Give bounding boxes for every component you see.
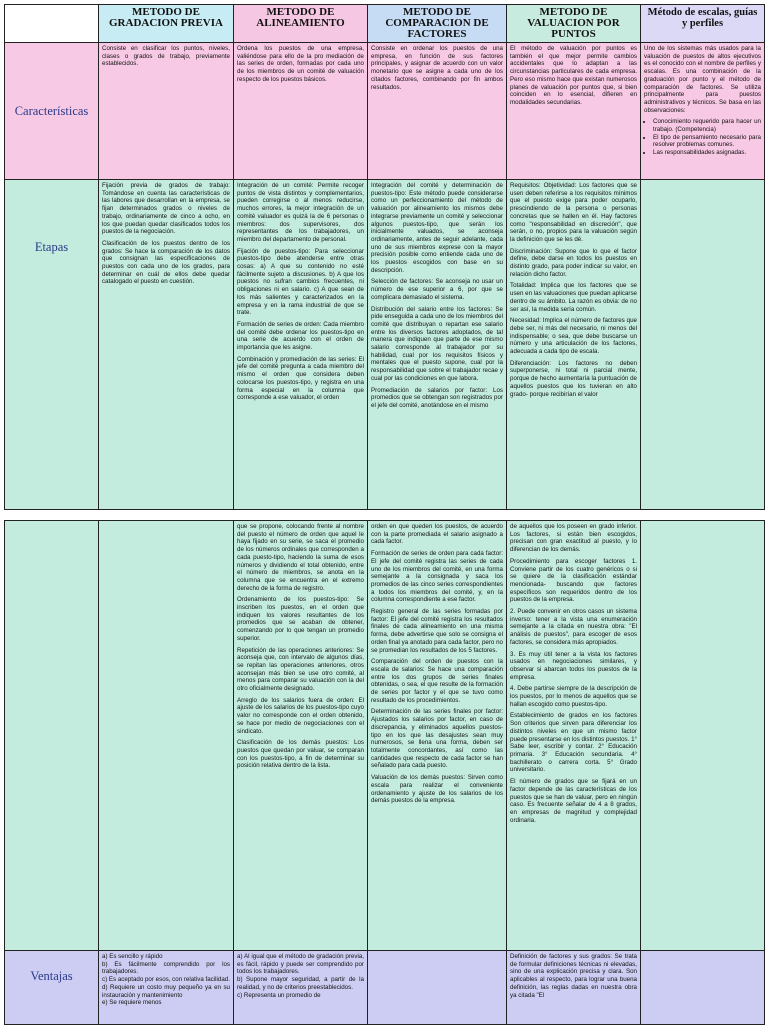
ven-gradacion (99, 951, 234, 1025)
header-valuacion-puntos: METODO DE VALUACION POR PUNTOS (507, 5, 641, 43)
ven-item: e) Se requiere menos (102, 999, 162, 1007)
ven-item: Definición de factores y sus grados: Se trata de formular definiciones técnicas ni elevadas, sino de una explicación precisa y clara. Son aplicables al respecto, para lograr una buena definición, las reglas dadas en nuestra obra ya citada "El (510, 953, 637, 999)
car-alineamiento-text: Ordena los puestos de una empresa, valiéndose para ello de la pro mediación de las series de orden, formadas por cada uno de los miembros de un comité de valuación respecto de los puestos básicos. (237, 45, 364, 83)
eta-paragraph: Distribución del salario entre los factores: Se pide enseguida a cada uno de los miembros del comité que distribuyan o repartan ese salario entre los diversos factores adoptados, de tal manera que indiquen que parte de ese mismo salario corresponde al trabajador por su habilidad, cual por los requisitos físicos y mentales que el puesto supone, cual por la responsabilidad que sobre el trabajador recae y cual por las condiciones en que labora. (371, 305, 503, 382)
eta-comparacion (368, 180, 507, 510)
eta-paragraph: Formación de series de orden: Cada miembro del comité debe ordenar los puestos-tipo en una serie de acuerdo con el orden de importancia que les asigne. (237, 320, 364, 352)
eta-paragraph: Formación de series de orden para cada factor: El jefe del comité registra las series de cada uno de los miembros del comité, en una forma semejante a la consignada y saca los promedios de las cinco series correspondientes a todos los miembros del comité, y, en la columna correspondiente a ese factor. (371, 550, 503, 604)
eta-paragraph: Combinación y promediación de las series: El jefe del comité pregunta a cada miembro del mismo el orden que considera deben colocarse los puestos-tipo, y registra en una forma especial en la columna que corresponde a ese valuador, el orden (237, 355, 364, 402)
eta-escalas-cont (641, 521, 765, 951)
eta-paragraph: Ordenamiento de los puestos-tipo: Se inscriben los puestos, en el orden que indiquen los valores resultantes de los promedios que se acaban de obtener, comenzando por lo que tengan un promedio superior. (237, 596, 364, 642)
eta-paragraph: Registro general de las series formadas por factor: El jefe del comité registra los resultados finales de cada alineamiento en una misma forma, debe advertirse que solo se consigna el orden final ya anotado para cada factor, pero no se promedian los resultados de los 5 factores. (371, 608, 503, 654)
ven-item: b) Supone mayor seguridad, a partir de la realidad, y no de criterios preestablecidos. (237, 976, 364, 991)
eta-puntos-cont (507, 521, 641, 951)
car-puntos (507, 43, 641, 180)
eta-paragraph: Diferenciación: Los factores no deben superponerse, ni total ni parcial mente, porque de hecho aumentaría la puntuación de aquellos puestos que los tuvieran en alto grado- porque recibirían el valor (510, 359, 637, 398)
car-gradacion (99, 43, 234, 180)
ven-item: c) Representa un promedio de (237, 991, 321, 999)
comparison-table-page1 (4, 4, 765, 510)
eta-paragraph: Valuación de los demás puestos: Sirven como escala para realizar el conveniente ordenamiento y ajuste de los salarios de los demás puestos de la empresa. (371, 774, 503, 805)
header-comparacion-factores: METODO DE COMPARACION DE FACTORES (368, 5, 507, 43)
eta-paragraph: 2. Puede convenir en otros casos un sistema inverso: tener a la vista una enumeración semejante a la citada en nuestra obra: "El análisis de puestos", para escoger de esos factores, se considera más apropiados. (510, 608, 637, 646)
row-label-ventajas: Ventajas (5, 951, 99, 1025)
eta-paragraph: de aquellos que los poseen en grado inferior. Los factores, si están bien escogidos, precisan con gran exactitud al puesto, y lo diferencian de los demás. (510, 523, 637, 554)
car-puntos-text: El método de valuación por puntos es también el que mejor permite cambios accidentales que lo adaptan a las circunstancias particulares de cada empresa. Pero eso mismo hace que existan numerosos planes de valuación por puntos que, si bien coinciden en lo esencial, difieren en modalidades secundarias. (510, 45, 637, 106)
car-comparacion (368, 43, 507, 180)
eta-alineamiento-cont (234, 521, 368, 951)
eta-paragraph: que se propone, colocando frente al nombre del puesto el número de orden que aquel le haya fijado en su serie, se saca el promedio de los números ordinales que corresponden a cada puesto-tipo, haciendo la suma de esos números y dividiendo el total obtenido, entre el número de miembros, se anota en la columna que se encuentra en el extremo derecho de la forma de registro. (237, 523, 364, 592)
eta-paragraph: El número de grados que se fijará en un factor depende de las características de los puestos que se han de valuar, pero en ningún caso. Es frecuente señalar de 4 a 8 grados, en empresas de magnitud y complejidad ordinaria. (510, 778, 637, 824)
eta-paragraph: Repetición de las operaciones anteriores: Se aconseja que, con intervalo de algunos días, se repitan las operaciones anteriores, otros aconsejan más bien se use otro comité, al menos para comparar su valuación con la del otro oficialmente designado. (237, 646, 364, 693)
row-label-etapas-cont (5, 521, 99, 951)
car-gradacion-text: Consiste en clasificar los puntos, niveles, clases o grados de trabajo, previamente establecidos. (102, 45, 230, 68)
page-2 (4, 520, 764, 1024)
eta-escalas (641, 180, 765, 510)
eta-alineamiento (234, 180, 368, 510)
eta-paragraph: Necesidad: Implica el número de factores que debe ser, ni más del necesario, ni menos del indispensable; o sea, que debe buscarse un número y una articulación de los factores, adecuada a cada tipo de escala. (510, 317, 637, 356)
eta-gradacion (99, 180, 234, 510)
header-alineamiento: METODO DE ALINEAMIENTO (234, 5, 368, 43)
eta-puntos (507, 180, 641, 510)
page-1 (4, 4, 764, 510)
ven-item: d) Requiere un costo muy pequeño ya en su instauración y mantenimiento (102, 983, 230, 999)
comparison-table-page2 (4, 520, 765, 1025)
eta-paragraph: 4. Debe partirse siempre de la descripción de los puestos, por lo menos de aquellos que se hallan escogido como puestos-tipo. (510, 685, 637, 708)
corner-cell (5, 5, 99, 43)
header-gradacion-previa: METODO DE GRADACION PREVIA (99, 5, 234, 43)
ven-item: a) Al igual que el método de gradación previa, es fácil, rápido y puede ser comprendido por todos los trabajadores. (237, 953, 364, 976)
eta-paragraph: Integración del comité y determinación de puestos-tipo: Este método puede considerarse como un perfeccionamiento del método de valuación por alineamiento los mismos debe integrarse previamente un comité y seleccionar algunos puestos-tipo, que serán los inicialmente valuados, se aconseja ordinariamente, antes de seguir adelante, cada uno de sus miembros exprese con la mayor precisión posible como entiende cada uno de los puestos escogidos con base en su descripción. (371, 182, 503, 274)
list-item: • Conocimiento requerido para hacer un trabajo. (Competencia) (653, 118, 761, 133)
eta-paragraph: Discriminación: Supone que lo que el factor define, debe darse en todos los puestos en distinto grado, para poder indicar su valor, en relación dicho factor. (510, 247, 637, 278)
car-comparacion-text: Consiste en ordenar los puestos de una empresa, en función de sus factores principales, y asignar de acuerdo con un valor monetario que se asigne a cada uno de los citados factores, combinando por fin ambos resultados. (371, 45, 503, 91)
eta-paragraph: Clasificación de los puestos dentro de los grados: Se hace la comparación de los datos que consignan las especificaciones de puestos con cada uno de los grados, para determinar en cuál de ellos debe quedar catalogado el puesto en cuestión. (102, 239, 230, 286)
eta-paragraph: Requisitos: Objetividad: Los factores que se usen deben referirse a los requisitos mínimos que el puesto exige para poder ocuparlo, prescindiendo de la persona o personas concretas que se hallen en él. Hay factores como "responsabilidad en discreción", que serán, o no, propios para la valuación según la definición que se les dé. (510, 182, 637, 243)
eta-paragraph: Procedimiento para escoger factores 1. Conviene partir de los cuatro genéricos o si se quiere de la clasificación estándar mencionada- buscando que factores específicos son requeridos dentro de los puestos de la empresa. (510, 557, 637, 604)
list-item: • Las responsabilidades asignadas. (653, 149, 761, 157)
car-escalas (641, 43, 765, 180)
eta-gradacion-cont (99, 521, 234, 951)
eta-paragraph: Fijación de puestos-tipo: Para seleccionar puestos-tipo debe atenderse entre otras cosas: a) A que su contenido no esté fácilmente sujeto a discusiones. b) A que los puestos no sufran cambios frecuentes, ni obligaciones ni en salario. c) A que sean de los más salientes y caracterizados en la empresa y en la rama industrial de que se trate. (237, 247, 364, 317)
eta-paragraph: Clasificación de los demás puestos: Los puestos que quedan por valuar, se comparan con los puestos-tipo, a fin de determinar su posición relativa dentro de la lista. (237, 739, 364, 770)
ven-alineamiento (234, 951, 368, 1025)
eta-paragraph: Totalidad: Implica que los factores que se usen en las valuaciones que puedan aplicarse dentro de su ámbito. La razón es obvia: de no ser así, la medida sería común. (510, 282, 637, 313)
header-escalas-guias-perfiles: Método de escalas, guías y perfiles (641, 5, 765, 43)
ven-puntos (507, 951, 641, 1025)
ven-item: a) Es sencillo y rápido (102, 953, 163, 960)
car-escalas-list (644, 118, 761, 157)
eta-paragraph: orden en que queden los puestos, de acuerdo con la parte promediada el salario asignado a cada factor. (371, 523, 503, 546)
eta-paragraph: Determinación de las series finales por factor: Ajustados los salarios por factor, en caso de discrepancia, y eliminados aquellos puestos-tipo en los que las desajustes sean muy numerosos, se llena una forma, deben ser totalmente concordantes, así como las cantidades que respecto de cada factor se han señalado para cada puesto. (371, 708, 503, 770)
ven-comparacion (368, 951, 507, 1025)
row-label-caracteristicas: Características (5, 43, 99, 180)
eta-paragraph: Selección de factores: Se aconseja no usar un número de ese superior a 6, por que se complicara demasiado el sistema. (371, 278, 503, 301)
eta-paragraph: Arreglo de los salarios fuera de orden: El ajuste de los salarios de los puestos-tipo cuyo valor no corresponde con el orden obtenido, se hace por medio de negociaciones con el sindicato. (237, 696, 364, 735)
eta-paragraph: Fijación previa de grados de trabajo: Tomándose en cuenta las características de las labores que desarrollan en la empresa, se fijan determinados grados o niveles de trabajo, ordinariamente de cinco a ocho, en los que puedan quedar clasificados todos los puestos de la negociación. (102, 182, 230, 236)
row-label-etapas: Etapas (5, 180, 99, 510)
eta-paragraph: Comparación del orden de puestos con la escala de salarios: Se hace una comparación entre los dos grupos de series finales obtenidas, o sea, el que resulte de la formación de series por factor y el que se tuvo como resultado de los procedimientos. (371, 658, 503, 704)
eta-paragraph: 3. Es muy útil tener a la vista los factores usados en negociaciones similares, y observar si abarcan todos los puestos de la empresa. (510, 650, 637, 681)
eta-comparacion-cont (368, 521, 507, 951)
car-alineamiento (234, 43, 368, 180)
eta-paragraph: Integración de un comité: Permite recoger puntos de vista distintos y complementarios, pueden corregirse o al menos reducirse, muchos errores, la mejor integración de un comité valuador es quizá la de 6 personas o miembros: dos supervisores, dos representantes de los trabajadores, un miembro del departamento de personal. (237, 182, 364, 243)
eta-paragraph: Establecimiento de grados en los factores Son criterios que sirven para diferenciar los distintos niveles en que un mismo factor puede presentarse en los distintos puestos. 1° Sabe leer, escribir y contar. 2° Educación primaria. 3° Educación secundaria. 4° bachillerato o carrera corta. 5° Grado universitario. (510, 712, 637, 774)
ven-escalas (641, 951, 765, 1025)
ven-item: b) Es fácilmente comprendido por los trabajadores. (102, 960, 230, 976)
eta-paragraph: Promediación de salarios por factor: Los promedios que se obtengan son registrados por el jefe del comité, anotándose en el mismo (371, 386, 503, 409)
list-item: • El tipo de pensamiento necesario para resolver problemas comunes. (653, 134, 761, 149)
ven-item: c) Es aceptado por esos, con relativa facilidad. (102, 976, 230, 984)
car-escalas-text: Uno de los sistemas más usados para la valuación de puestos de altos ejecutivos es el conocido con el nombre de perfiles y escalas. Es una combinación de la graduación por punto y el método de comparación de factores. Se utiliza principalmente para puestos administrativos y técnicos. Se basa en las observaciones: (644, 45, 761, 114)
